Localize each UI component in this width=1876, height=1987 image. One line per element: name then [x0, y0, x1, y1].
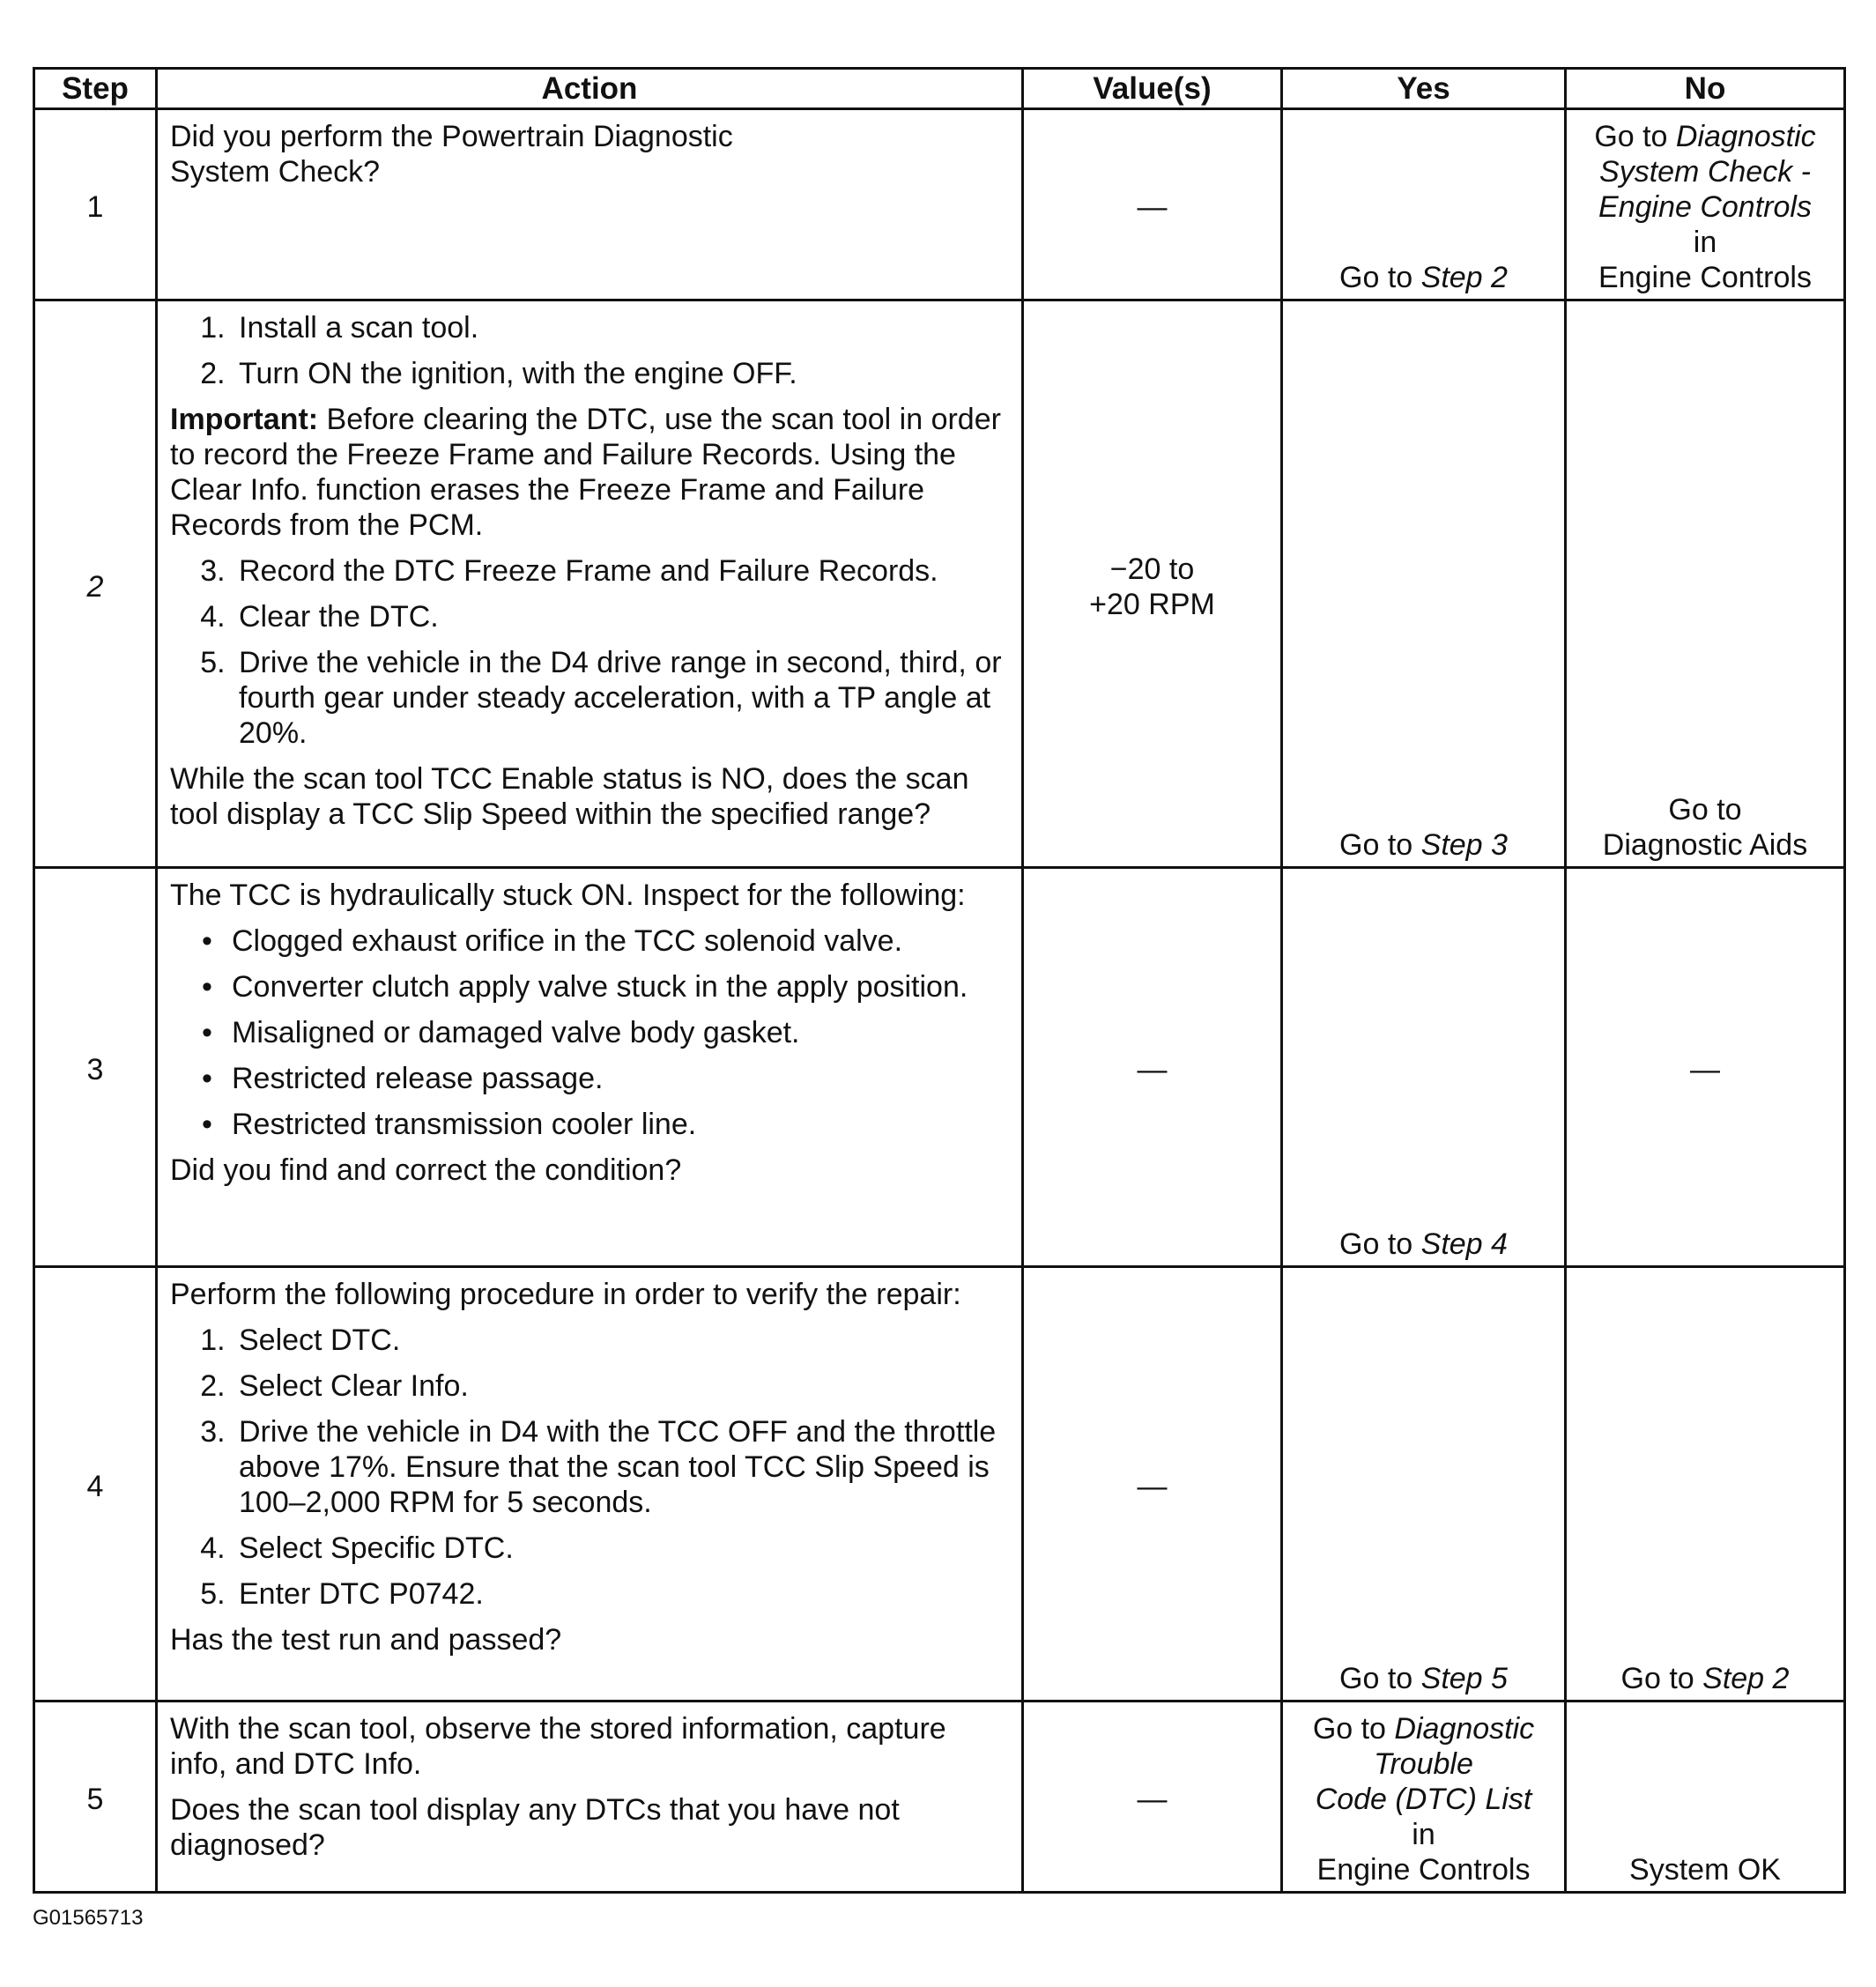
yes-prefix: Go to — [1339, 1227, 1421, 1261]
table-row — [34, 109, 1845, 300]
table-header-row — [34, 69, 1845, 109]
no-step-link: Step 2 — [1702, 1662, 1790, 1695]
list-item: • Converter clutch apply valve stuck in the apply position. — [232, 969, 1009, 1005]
yes-in: in — [1412, 1818, 1435, 1851]
header-yes: Yes — [1282, 69, 1566, 109]
step-number: 2 — [34, 300, 157, 868]
yes-link-line3: Code (DTC) List — [1315, 1783, 1532, 1816]
yes-cell — [1282, 1702, 1566, 1893]
value-range-line2: +20 RPM — [1089, 587, 1215, 621]
list-item: 2. Select Clear Info. — [234, 1368, 1009, 1404]
action-cell — [157, 109, 1023, 300]
yes-step-link: Step 4 — [1420, 1227, 1508, 1261]
list-item: 1. Install a scan tool. — [234, 310, 1009, 345]
inspection-list — [170, 923, 1009, 1142]
yes-cell — [1282, 868, 1566, 1267]
no-cell — [1566, 1267, 1845, 1702]
no-prefix: Go to — [1620, 1662, 1703, 1695]
diagnostic-table — [33, 67, 1846, 1894]
list-item: 1. Select DTC. — [234, 1323, 1009, 1358]
action-intro: Perform the following procedure in order to verify the repair: — [170, 1278, 961, 1311]
no-in: in — [1693, 226, 1717, 259]
figure-code: G01565713 — [33, 1906, 144, 1930]
yes-step-link: Step 2 — [1420, 261, 1508, 294]
action-cell — [157, 1702, 1023, 1893]
header-no: No — [1566, 69, 1845, 109]
step-number: 3 — [34, 868, 157, 1267]
yes-prefix: Go to — [1339, 828, 1421, 862]
no-section: Engine Controls — [1598, 261, 1812, 294]
yes-prefix: Go to — [1312, 1712, 1395, 1746]
step-number: 1 — [34, 109, 157, 300]
no-cell — [1566, 109, 1845, 300]
procedure-list — [170, 553, 1009, 751]
no-link-line1: Diagnostic — [1675, 120, 1816, 153]
action-question: Does the scan tool display any DTCs that you have not diagnosed? — [170, 1793, 900, 1862]
step-number: 4 — [34, 1267, 157, 1702]
yes-step-link: Step 3 — [1420, 828, 1508, 862]
action-question: Did you find and correct the condition? — [170, 1153, 682, 1187]
yes-prefix: Go to — [1339, 261, 1421, 294]
yes-section: Engine Controls — [1316, 1853, 1531, 1887]
yes-prefix: Go to — [1339, 1662, 1421, 1695]
action-cell — [157, 868, 1023, 1267]
yes-link-line1: Diagnostic — [1394, 1712, 1535, 1746]
value-range-line1: −20 to — [1109, 552, 1195, 586]
table-row — [34, 1267, 1845, 1702]
action-intro: The TCC is hydraulically stuck ON. Inspect for the following: — [170, 879, 966, 912]
no-line2: Diagnostic Aids — [1602, 828, 1808, 862]
yes-cell — [1282, 300, 1566, 868]
no-link-line3: Engine Controls — [1598, 190, 1812, 224]
values-cell — [1023, 300, 1282, 868]
procedure-list — [170, 1323, 1009, 1612]
no-link-line2: System Check - — [1599, 155, 1811, 189]
list-item: • Clogged exhaust orifice in the TCC solenoid valve. — [232, 923, 1009, 959]
yes-cell — [1282, 109, 1566, 300]
table-row — [34, 1702, 1845, 1893]
important-text: Before clearing the DTC, use the scan tool in order to record the Freeze Frame and Failure Records. Using the Clear Info. function erases the Freeze Frame and Failure Records from the PCM. — [170, 403, 1001, 542]
yes-step-link: Step 5 — [1420, 1662, 1508, 1695]
list-item: 3. Record the DTC Freeze Frame and Failure Records. — [234, 553, 1009, 589]
yes-link-line2: Trouble — [1374, 1747, 1473, 1781]
list-item: 3. Drive the vehicle in D4 with the TCC OFF and the throttle above 17%. Ensure that the scan tool TCC Slip Speed is 100–2,000 RPM for 5 seconds. — [234, 1414, 1009, 1520]
yes-cell — [1282, 1267, 1566, 1702]
procedure-list — [170, 310, 1009, 391]
table-row — [34, 868, 1845, 1267]
important-label: Important: — [170, 403, 319, 436]
action-cell — [157, 300, 1023, 868]
no-cell: System OK — [1566, 1702, 1845, 1893]
header-values: Value(s) — [1023, 69, 1282, 109]
list-item: 2. Turn ON the ignition, with the engine OFF. — [234, 356, 1009, 391]
list-item: 5. Drive the vehicle in the D4 drive range in second, third, or fourth gear under steady acceleration, with a TP angle at 20%. — [234, 645, 1009, 751]
action-text: With the scan tool, observe the stored information, capture info, and DTC Info. — [170, 1712, 946, 1781]
values-cell: — — [1023, 1702, 1282, 1893]
values-cell: — — [1023, 868, 1282, 1267]
step-number: 5 — [34, 1702, 157, 1893]
list-item: • Restricted release passage. — [232, 1061, 1009, 1096]
action-text: Did you perform the Powertrain Diagnostic System Check? — [170, 120, 733, 189]
values-cell: — — [1023, 109, 1282, 300]
list-item: • Restricted transmission cooler line. — [232, 1107, 1009, 1142]
no-line1: Go to — [1668, 793, 1742, 827]
no-cell — [1566, 300, 1845, 868]
list-item: 4. Clear the DTC. — [234, 599, 1009, 634]
list-item: 5. Enter DTC P0742. — [234, 1576, 1009, 1612]
no-cell: — — [1566, 868, 1845, 1267]
important-note — [170, 402, 1009, 543]
action-cell — [157, 1267, 1023, 1702]
no-prefix: Go to — [1594, 120, 1676, 153]
values-cell: — — [1023, 1267, 1282, 1702]
action-question: While the scan tool TCC Enable status is NO, does the scan tool display a TCC Slip Speed within the specified range? — [170, 762, 969, 831]
header-step: Step — [34, 69, 157, 109]
list-item: 4. Select Specific DTC. — [234, 1531, 1009, 1566]
header-action: Action — [157, 69, 1023, 109]
action-question: Has the test run and passed? — [170, 1623, 562, 1657]
table-row — [34, 300, 1845, 868]
list-item: • Misaligned or damaged valve body gasket. — [232, 1015, 1009, 1050]
